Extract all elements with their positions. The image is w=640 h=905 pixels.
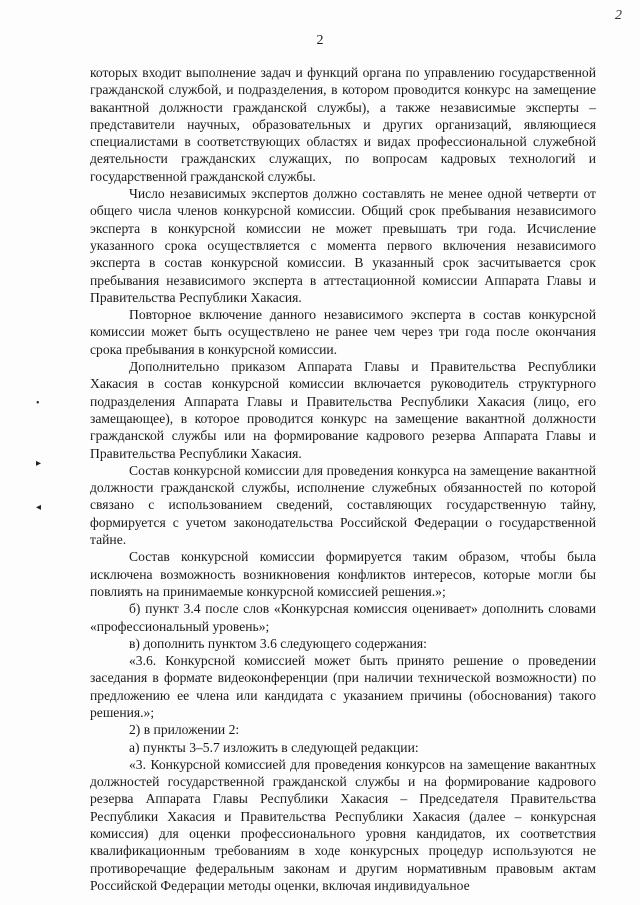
paragraph: «3.6. Конкурсной комиссией может быть принято решение о проведении заседания в формате видеоконференции (при наличии технической возможности) по предложению ее члена или кандидата с указанием причины (обоснования) такого решения.»; <box>90 653 596 720</box>
paragraph: б) пункт 3.4 после слов «Конкурсная комиссия оценивает» дополнить словами «профессиональный уровень»; <box>90 601 596 634</box>
paragraph: Состав конкурсной комиссии для проведения конкурса на замещение вакантной должности гражданской службы, исполнение служебных обязанностей по которой связано с использованием сведений, составляющих государственную тайну, формируется с учетом законодательства Российской Федерации о государственной тайне. <box>90 462 596 548</box>
document-body <box>90 64 596 894</box>
paragraph: Дополнительно приказом Аппарата Главы и Правительства Республики Хакасия в состав конкурсной комиссии включается руководитель структурного подразделения Аппарата Главы и Правительства Республики Хакасия (лицо, его замещающее), в которое проводится конкурс на замещение вакантной должности гражданской службы или на формирование кадрового резерва Аппарата Главы и Правительства Республики Хакасия. <box>90 359 596 461</box>
paragraph: «3. Конкурсной комиссией для проведения конкурсов на замещение вакантных должностей государственной гражданской службы и на формирование кадрового резерва Аппарата Главы Республики Хакасия – Председателя Правительства Республики Хакасия и Правительства Республики Хакасия (далее – конкурсная комиссия) для оценки профессионального уровня кандидатов, их соответствия квалификационным требованиям в ходе конкурсных процедур используются не противоречащие федеральным законам и другим нормативным правовым актам Российской Федерации методы оценки, включая индивидуальное <box>90 756 596 893</box>
paragraph: в) дополнить пунктом 3.6 следующего содержания: <box>129 635 427 651</box>
paragraph: которых входит выполнение задач и функций органа по управлению государственной гражданской службой, и подразделения, в котором проводится конкурс на замещение вакантной должности гражданской службы), а также независимые эксперты – представители научных, образовательных и других организаций, являющиеся специалистами в соответствующих областях и видах профессиональной служебной деятельности гражданских служащих, по вопросам кадровых технологий и государственной гражданской службы. <box>90 65 596 184</box>
margin-arrow-mark: ◂ <box>36 502 42 513</box>
page-number: 2 <box>316 33 324 48</box>
paragraph: 2) в приложении 2: <box>129 722 240 738</box>
paragraph: Повторное включение данного независимого эксперта в состав конкурсной комиссии может быть осуществлено не ранее чем через три года после окончания срока пребывания в конкурсной комиссии. <box>90 307 596 357</box>
margin-arrow-mark: ▸ <box>36 458 42 469</box>
paragraph: а) пункты 3–5.7 изложить в следующей редакции: <box>129 739 419 755</box>
paragraph: Число независимых экспертов должно составлять не менее одной четверти от общего числа членов конкурсной комиссии. Общий срок пребывания независимого эксперта в конкурсной комиссии не может превышать три года. Исчисление указанного срока осуществляется с момента первого включения независимого эксперта в состав конкурсной комиссии. В указанный срок засчитывается срок пребывания независимого эксперта в аттестационной комиссии Аппарата Главы и Правительства Республики Хакасия. <box>90 186 596 305</box>
corner-handwritten-mark: 2 <box>615 8 622 23</box>
margin-bullet-mark: • <box>36 398 40 409</box>
paragraph: Состав конкурсной комиссии формируется таким образом, чтобы была исключена возможность возникновения конфликтов интересов, которые могли бы повлиять на принимаемые конкурсной комиссией решения.»; <box>90 549 596 599</box>
